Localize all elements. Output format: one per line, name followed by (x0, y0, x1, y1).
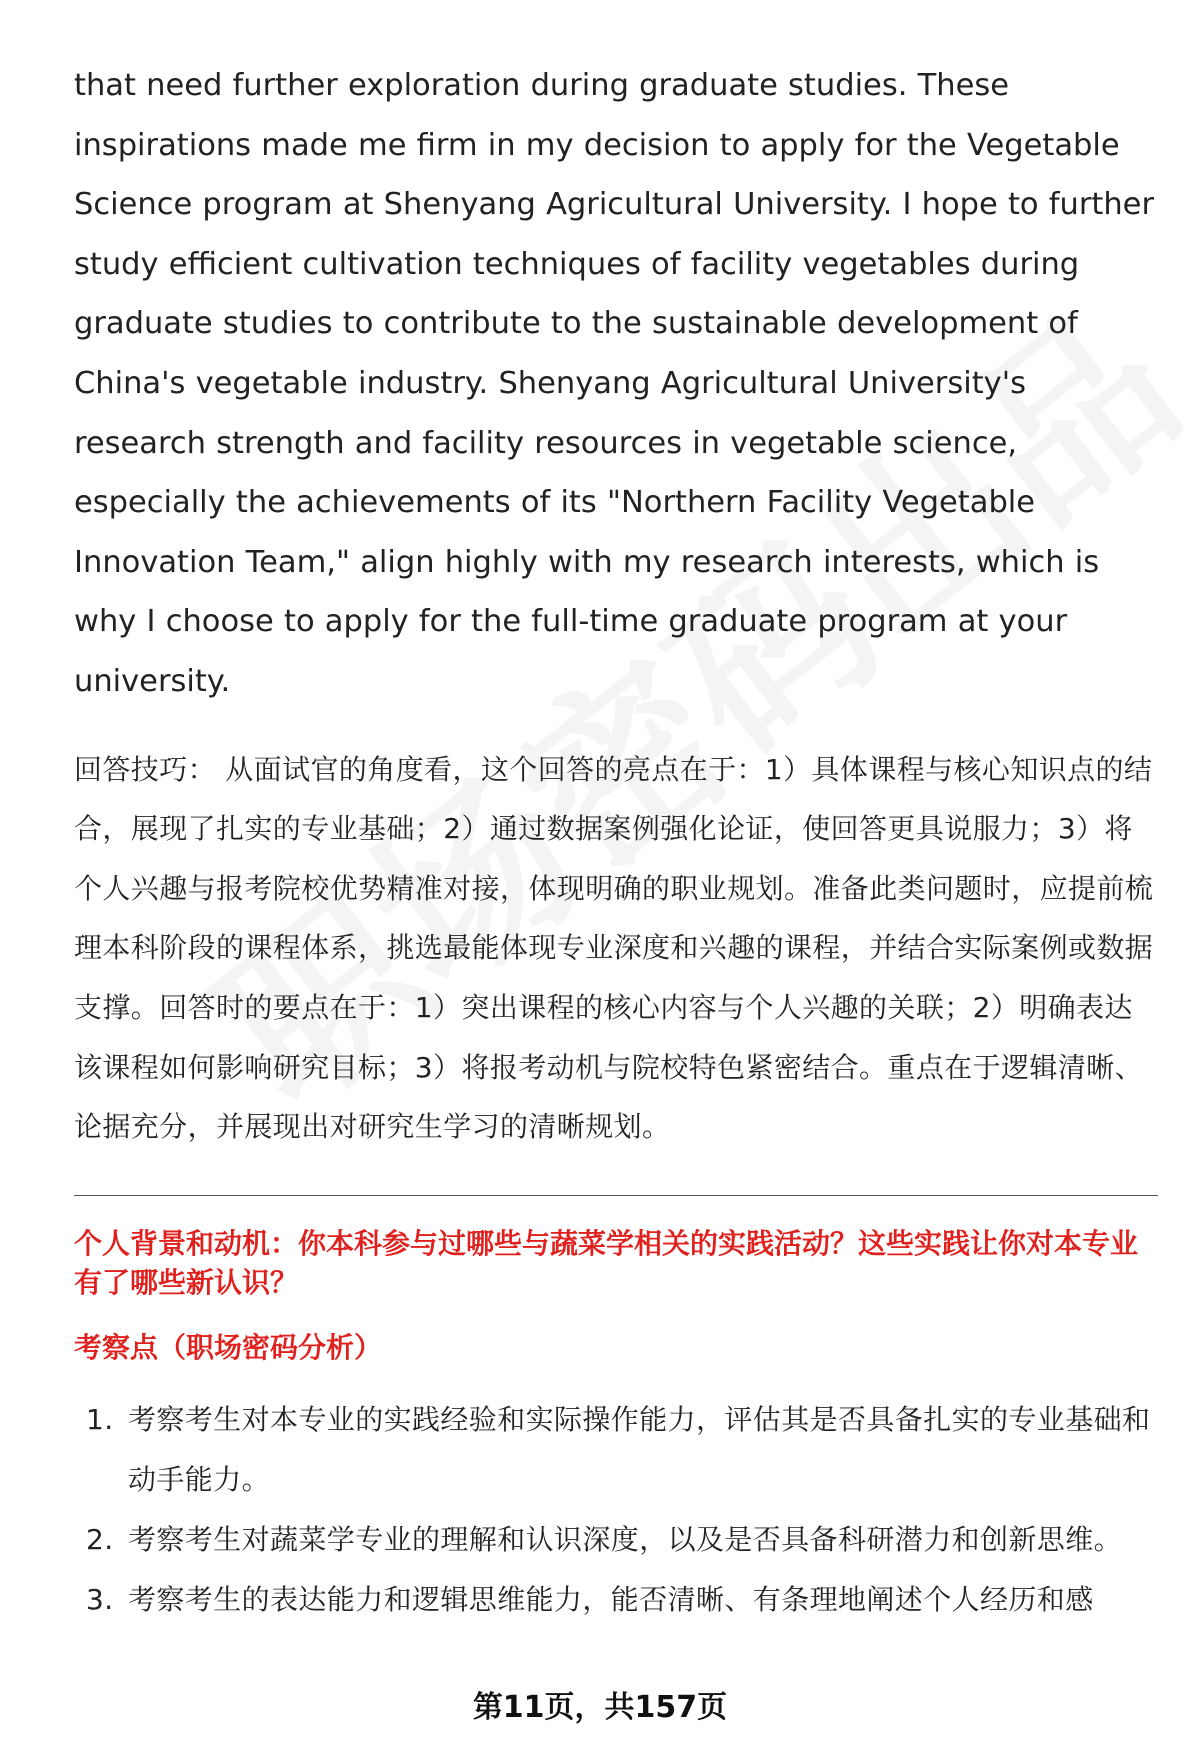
page-number: 第11页，共157页 (472, 1690, 728, 1725)
english-paragraph: that need further exploration during graduate studies. These inspirations made me firm in my decision to apply for the Vegetable Science program at Shenyang Agricultural University. I hope to further study efficient cultivation techniques of facility vegetables during graduate studies to contribute to the sustainable development of China's vegetable industry. Shenyang Agricultural University's research strength and facility resources in vegetable science, especially the achievements of its "Northern Facility Vegetable Innovation Team," align highly with my research interests, which is why I choose to apply for the full-time graduate program at your university. (74, 68, 1154, 699)
list-item (74, 1570, 1158, 1630)
assessment-points-title: 考察点（职场密码分析） (74, 1330, 383, 1364)
list-item (74, 1510, 1158, 1570)
list-item-number: 1. (86, 1402, 114, 1436)
list-item-number: 3. (86, 1582, 114, 1616)
section-divider (74, 1195, 1158, 1196)
answer-tips-paragraph: 回答技巧： 从面试官的角度看，这个回答的亮点在于：1）具体课程与核心知识点的结合，展现了扎实的专业基础；2）通过数据案例强化论证，使回答更具说服力；3）将个人兴趣与报考院校优势精准对接，体现明确的职业规划。准备此类问题时，应提前梳理本科阶段的课程体系，挑选最能体现专业深度和兴趣的课程，并结合实际案例或数据支撑。回答时的要点在于：1）突出课程的核心内容与个人兴趣的关联；2）明确表达该课程如何影响研究目标；3）将报考动机与院校特色紧密结合。重点在于逻辑清晰、论据充分，并展现出对研究生学习的清晰规划。 (74, 752, 1154, 1144)
list-item-number: 2. (86, 1522, 114, 1556)
list-item-text: 考察考生对本专业的实践经验和实际操作能力，评估其是否具备扎实的专业基础和动手能力。 (128, 1402, 1151, 1496)
assessment-points-list (74, 1390, 1158, 1630)
list-item-text: 考察考生对蔬菜学专业的理解和认识深度，以及是否具备科研潜力和创新思维。 (128, 1522, 1123, 1556)
list-item (74, 1390, 1158, 1510)
page-content (74, 56, 1158, 1630)
list-item-text: 考察考生的表达能力和逻辑思维能力，能否清晰、有条理地阐述个人经历和感 (128, 1582, 1094, 1616)
question-heading: 个人背景和动机：你本科参与过哪些与蔬菜学相关的实践活动？这些实践让你对本专业有了哪些新认识？ (74, 1226, 1139, 1299)
